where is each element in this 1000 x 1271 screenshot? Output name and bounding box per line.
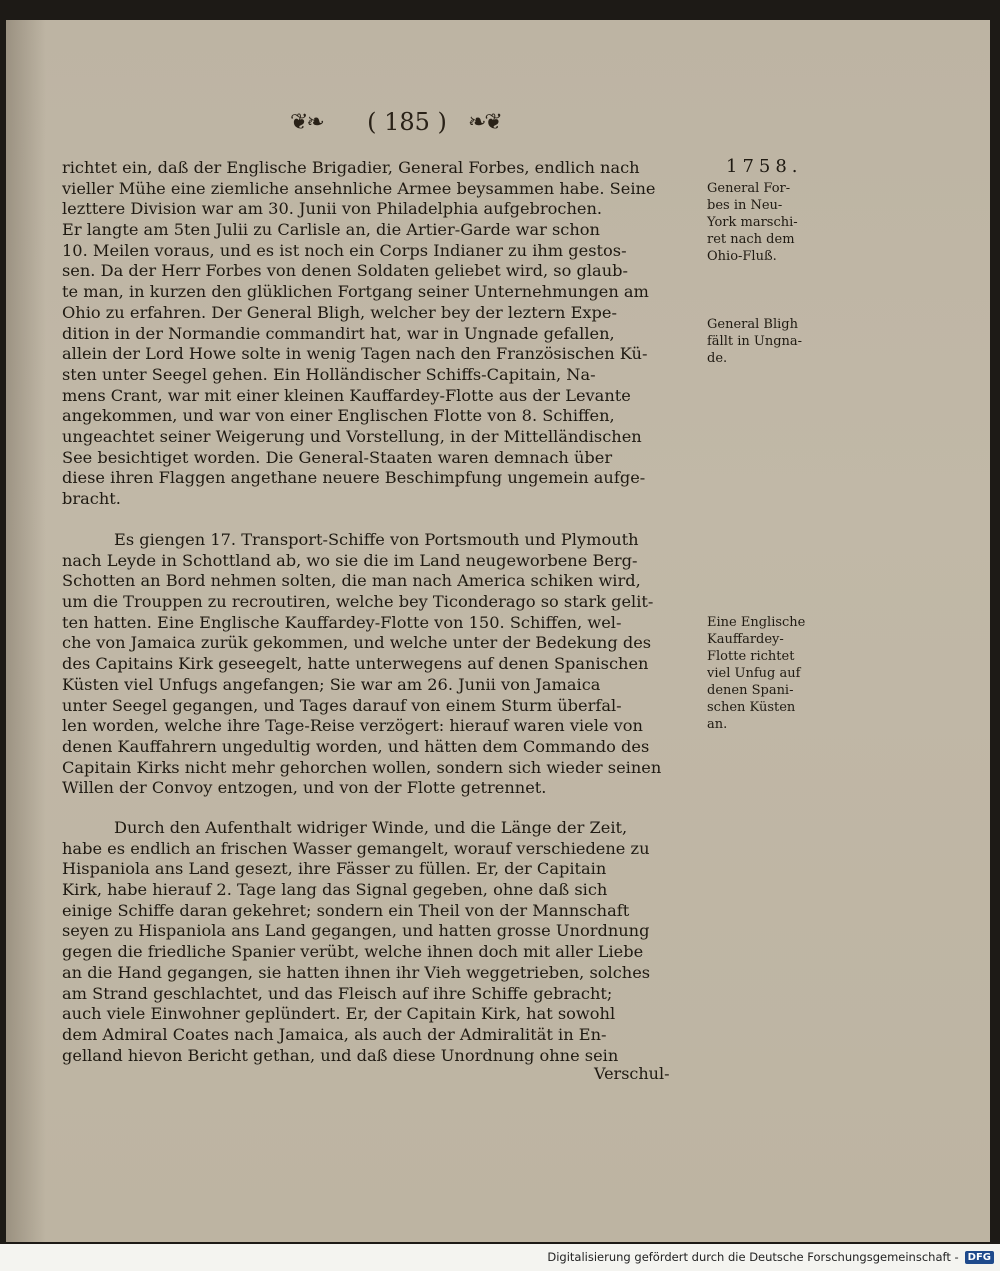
text-line: 10. Meilen voraus, und es ist noch ein Corps Indianer zu ihm gestos- <box>62 240 627 260</box>
text-line: gelland hievon Bericht gethan, und daß diese Unordnung ohne sein <box>62 1045 619 1065</box>
text-line: len worden, welche ihre Tage-Reise verzögert: hierauf waren viele von <box>62 716 643 736</box>
catchword: Verschul- <box>594 1064 670 1083</box>
marginal-note-bligh <box>707 316 819 367</box>
text-line: habe es endlich an frischen Wasser gemangelt, worauf verschiedene zu <box>62 838 650 858</box>
marginal-line: viel Unfug auf <box>707 666 801 681</box>
marginal-line: Kauffardey- <box>707 632 784 647</box>
footer-credit: Digitalisierung gefördert durch die Deutsche Forschungsgemeinschaft - <box>547 1250 959 1264</box>
marginal-line: an. <box>707 717 728 732</box>
text-line: denen Kauffahrern ungedultig worden, und hätten dem Commando des <box>62 736 650 756</box>
text-line: dem Admiral Coates nach Jamaica, als auch der Admiralität in En- <box>62 1024 607 1044</box>
marginal-note-flotte <box>707 614 819 733</box>
text-line: Es giengen 17. Transport-Schiffe von Portsmouth und Plymouth <box>114 530 639 549</box>
marginal-line: bes in Neu- <box>707 198 783 213</box>
page-header <box>270 106 550 140</box>
paragraph-3 <box>62 818 702 1066</box>
page-number: ( 185 ) <box>367 108 447 136</box>
year-marker: 1758. <box>726 156 803 177</box>
text-line: Capitain Kirks nicht mehr gehorchen wollen, sondern sich wieder seinen <box>62 757 662 777</box>
marginal-line: Eine Englische <box>707 615 806 630</box>
marginal-line: denen Spani- <box>707 683 794 698</box>
dfg-logo-icon: DFG <box>965 1251 994 1264</box>
text-line: ungeachtet seiner Weigerung und Vorstellung, in der Mittelländischen <box>62 426 642 446</box>
text-line: diese ihren Flaggen angethane neuere Beschimpfung ungemein aufge- <box>62 468 646 488</box>
marginal-line: General For- <box>707 181 791 196</box>
text-line: Küsten viel Unfugs angefangen; Sie war am 26. Junii von Jamaica <box>62 674 601 694</box>
text-line: seyen zu Hispaniola ans Land gegangen, und hatten grosse Unordnung <box>62 921 650 941</box>
marginal-line: York marschi- <box>707 215 798 230</box>
gutter-shadow <box>6 20 46 1242</box>
text-line: um die Trouppen zu recroutiren, welche bey Ticonderago so stark gelit- <box>62 592 654 612</box>
text-line: sten unter Seegel gehen. Ein Holländischer Schiffs-Capitain, Na- <box>62 364 596 384</box>
text-line: angekommen, und war von einer Englischen Flotte von 8. Schiffen, <box>62 406 615 426</box>
text-line: an die Hand gegangen, sie hatten ihnen ihr Vieh weggetrieben, solches <box>62 962 651 982</box>
paragraph-2 <box>62 530 702 799</box>
text-line: Willen der Convoy entzogen, und von der Flotte getrennet. <box>62 778 547 798</box>
text-line: Ohio zu erfahren. Der General Bligh, welcher bey der leztern Expe- <box>62 302 617 322</box>
marginal-note-forbes <box>707 180 819 265</box>
text-line: sen. Da der Herr Forbes von denen Soldaten geliebet wird, so glaub- <box>62 261 628 281</box>
digitization-footer <box>547 1247 994 1267</box>
marginal-line: schen Küsten <box>707 700 796 715</box>
text-line: gegen die friedliche Spanier verübt, welche ihnen doch mit aller Liebe <box>62 942 644 962</box>
text-line: mens Crant, war mit einer kleinen Kauffardey-Flotte aus der Levante <box>62 385 631 405</box>
marginal-line: de. <box>707 351 728 366</box>
marginal-line: fällt in Ungna- <box>707 334 803 349</box>
text-line: bracht. <box>62 489 121 508</box>
text-line: ten hatten. Eine Englische Kauffardey-Flotte von 150. Schiffen, wel- <box>62 612 622 632</box>
text-line: nach Leyde in Schottland ab, wo sie die im Land neugeworbene Berg- <box>62 550 638 570</box>
left-ornament-icon: ❦❧ <box>290 110 323 135</box>
paragraph-1 <box>62 158 702 510</box>
text-line: auch viele Einwohner geplündert. Er, der Capitain Kirk, hat sowohl <box>62 1004 616 1024</box>
text-line: dition in der Normandie commandirt hat, war in Ungnade gefallen, <box>62 323 615 343</box>
right-ornament-icon: ❧❦ <box>468 110 501 135</box>
text-line: vieller Mühe eine ziemliche ansehnliche Armee beysammen habe. Seine <box>62 178 656 198</box>
text-line: Durch den Aufenthalt widriger Winde, und die Länge der Zeit, <box>114 818 628 837</box>
marginal-line: General Bligh <box>707 317 798 332</box>
text-line: am Strand geschlachtet, und das Fleisch auf ihre Schiffe gebracht; <box>62 983 613 1003</box>
text-line: Schotten an Bord nehmen solten, die man nach America schiken wird, <box>62 571 641 591</box>
text-line: unter Seegel gegangen, und Tages darauf von einem Sturm überfal- <box>62 695 622 715</box>
text-line: te man, in kurzen den glüklichen Fortgang seiner Unternehmungen am <box>62 282 649 302</box>
text-line: Kirk, habe hierauf 2. Tage lang das Signal gegeben, ohne daß sich <box>62 880 608 900</box>
marginal-line: Ohio-Fluß. <box>707 249 777 264</box>
marginal-line: Flotte richtet <box>707 649 795 664</box>
marginal-line: ret nach dem <box>707 232 795 247</box>
text-line: Hispaniola ans Land gesezt, ihre Fässer zu füllen. Er, der Capitain <box>62 859 607 879</box>
text-line: richtet ein, daß der Englische Brigadier, General Forbes, endlich nach <box>62 158 640 177</box>
text-line: Er langte am 5ten Julii zu Carlisle an, die Artier-Garde war schon <box>62 220 600 240</box>
text-line: lezttere Division war am 30. Junii von Philadelphia aufgebrochen. <box>62 199 603 219</box>
text-line: einige Schiffe daran gekehret; sondern ein Theil von der Mannschaft <box>62 900 630 920</box>
text-line: See besichtiget worden. Die General-Staaten waren demnach über <box>62 447 613 467</box>
text-line: che von Jamaica zurük gekommen, und welche unter der Bedekung des <box>62 633 652 653</box>
text-line: allein der Lord Howe solte in wenig Tagen nach den Französischen Kü- <box>62 344 648 364</box>
text-line: des Capitains Kirk geseegelt, hatte unterwegens auf denen Spanischen <box>62 654 649 674</box>
